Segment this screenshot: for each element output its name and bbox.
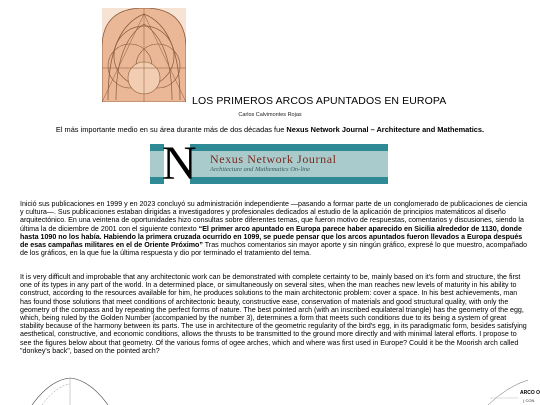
banner-letter: N [162,144,197,184]
figure-label: ARCO O [520,390,540,396]
paragraph-intro-text: Inició sus publicaciones en 1999 y en 2023 concluyó su administración independiente —pasando a formar parte de un conglomerado de publicaciones de ciencia y cultura—. Sus publicaciones estaban dirigidas a investigadores y profesionales dedicados al estudio de la aplicación de principios matemáticos al diseño arquitectónico. En una veintena de oportunidades hizo consultas sobre diferentes temas, que fueron motivo de respuestas, comentarios y discusiones, siendo la última la de diciembre de 2001 con el siguiente contexto [20,200,528,233]
paragraph-intro [20,200,530,257]
lead-line [0,125,540,134]
author-name: Carlos Calvimontes Rojas [238,112,302,118]
arch-sketch-left [30,376,110,405]
figure-sublabel: ( CON [523,398,535,403]
page-title: LOS PRIMEROS ARCOS APUNTADOS EN EUROPA [192,95,447,107]
journal-name: Nexus Network Journal – Architecture and Mathematics. [286,125,485,134]
arch-geometry-logo [102,8,186,102]
paragraph-intro-quote: “El primer arco apuntado en Europa parece haber aparecido en Sicilia alrededor de 1130, donde hasta 1090 no los había. Habiendo la primera cruzada ocurrido en 1099, se puede pensar que los arcos apuntados fueron llevados a Europa después de esas campañas militares en el de Oriente Próximo” [20,224,523,250]
paragraph-english: It is very difficult and improbable that any architectonic work can be demonstrated with complete certainty to be, mainly based on it's form and structure, the first one of its types in any part of the world. In a determined place, or simultaneously on several sites, when the man reaches new levels of maturity in his ability to construct, according to the resources available for him, he produces solutions to the main architectonic problem: cover a space. In his best achievements, man has found those solutions that meet conditions of architectonic beauty, constructive ease, conservation of materials and good structural quality, with only the geometry of the compass and by repeating the perfect forms of nature. The best pointed arch (with an inscribed equilateral triangle) has the geometry of the egg, which, being ruled by the Golden Number (accompanied by the number 3), determines a form that meets such conditions due to its being a system of great stability because of the harmony between its parts. The use in architecture of the geometric regularity of the bird's egg, in its paradigmatic form, besides satisfying aesthetical, constructive, and economic conditions, allows the thrusts to be transmitted to the ground more directly and with minimal lateral efforts. I propose to see the figures below about that geometry. Of the various forms of ogee arches, which and where was first used in Europe? Could it be the Moorish arch called "donkey's back", based on the pointed arch? [20,273,527,355]
nexus-journal-banner[interactable] [150,144,388,184]
banner-journal-name: Nexus Network Journal [210,152,337,166]
lead-text: El más importante medio en su área durante más de dos décadas fue [55,125,287,134]
banner-subtitle: Architecture and Mathematics On-line [210,166,311,173]
paragraph-intro-end: Tras muchos comentarios sin mayor aporte y sin ningún gráfico, expresé lo que muestro, acompañado de los gráficos, en la que fue la última respuesta y dio por terminado el tratamiento del tema. [20,241,528,258]
